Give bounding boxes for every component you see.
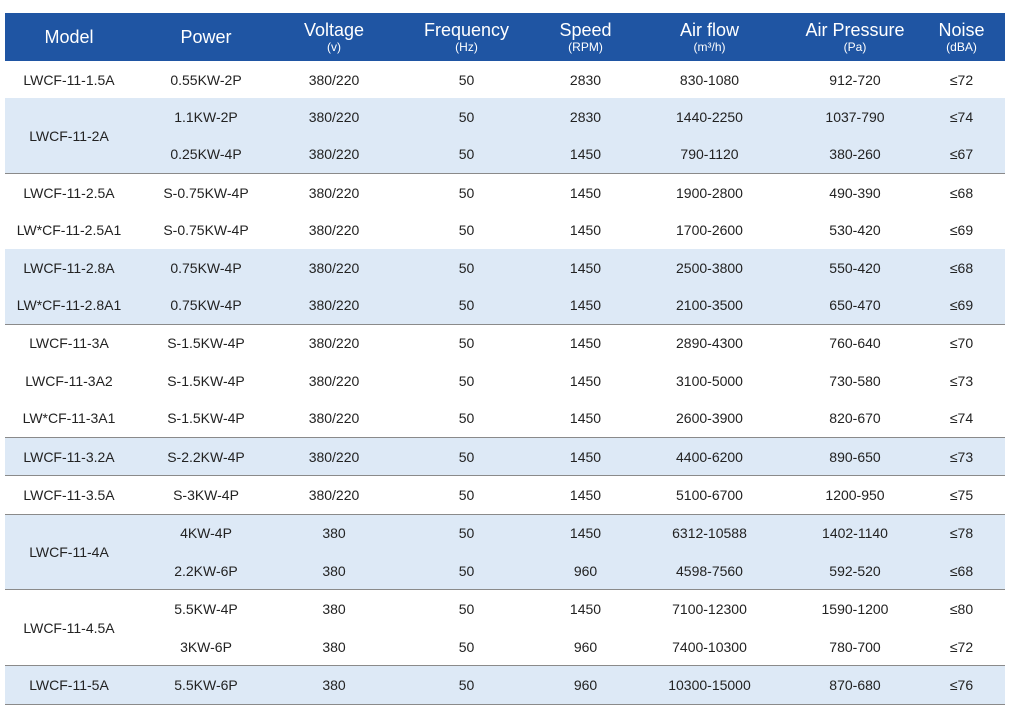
- frequency-cell: 50: [389, 590, 544, 628]
- voltage-cell: 380: [322, 638, 346, 655]
- voltage-cell: 380/220: [279, 437, 389, 475]
- noise-cell: ≤69: [918, 286, 1005, 324]
- header-model: Model: [5, 13, 133, 61]
- frequency-cell: 50: [389, 437, 544, 475]
- frequency-cell: 50: [389, 136, 544, 174]
- pressure-cell: 380-260: [792, 136, 918, 174]
- pressure-cell: 890-650: [792, 437, 918, 475]
- speed-cell: 2830: [544, 98, 627, 135]
- pressure-cell: 1037-790: [792, 98, 918, 135]
- voltage-cell: 380/220: [279, 98, 389, 135]
- voltage-cell: 380: [279, 666, 389, 704]
- frequency-cell: 50: [458, 372, 475, 389]
- voltage-cell: 380: [279, 590, 389, 628]
- model-cell: LWCF-11-3.2A: [5, 437, 133, 475]
- frequency-cell: 50: [458, 410, 475, 427]
- speed-cell: 1450: [544, 286, 627, 324]
- speed-cell: 960: [544, 666, 627, 704]
- airflow-cell: 2500-3800: [627, 249, 792, 286]
- airflow-cell: 2100-3500: [627, 286, 792, 324]
- frequency-cell: 50: [389, 249, 544, 286]
- noise-cell: ≤67: [918, 136, 1005, 174]
- noise-cell: ≤72: [949, 71, 974, 88]
- noise-cell: ≤69: [949, 222, 974, 239]
- pressure-cell: 592-520: [792, 552, 918, 590]
- noise-cell: ≤68: [918, 552, 1005, 590]
- voltage-cell: 380/220: [308, 222, 360, 239]
- noise-cell: ≤68: [918, 174, 1005, 212]
- airflow-cell: 790-1120: [627, 136, 792, 174]
- table-row: [5, 628, 1005, 666]
- voltage-cell: 380/220: [308, 410, 360, 427]
- speed-cell: 1450: [569, 372, 602, 389]
- table-row: [5, 249, 1005, 286]
- noise-cell: ≤74: [918, 98, 1005, 135]
- header-airflow: Air flow (m³/h): [627, 13, 792, 61]
- speed-cell: 1450: [544, 249, 627, 286]
- speed-cell: 960: [544, 552, 627, 590]
- table-row: [5, 476, 1005, 514]
- header-speed: Speed (RPM): [544, 13, 627, 61]
- power-cell: 0.25KW-4P: [133, 136, 279, 174]
- voltage-cell: 380/220: [279, 136, 389, 174]
- power-cell: S-1.5KW-4P: [167, 410, 245, 427]
- airflow-cell: 4598-7560: [627, 552, 792, 590]
- speed-cell: 1450: [569, 410, 602, 427]
- table-row: [5, 514, 1005, 552]
- speed-cell: 960: [573, 638, 598, 655]
- frequency-cell: 50: [389, 666, 544, 704]
- power-cell: 0.75KW-4P: [133, 249, 279, 286]
- pressure-cell: 550-420: [792, 249, 918, 286]
- frequency-cell: 50: [389, 174, 544, 212]
- airflow-cell: 3100-5000: [676, 372, 743, 389]
- model-cell: LWCF-11-4A: [5, 514, 133, 590]
- power-cell: 2.2KW-6P: [133, 552, 279, 590]
- voltage-cell: 380/220: [279, 286, 389, 324]
- noise-cell: ≤70: [918, 324, 1005, 362]
- airflow-cell: 2890-4300: [627, 324, 792, 362]
- table-row: [5, 437, 1005, 475]
- speed-cell: 1450: [544, 590, 627, 628]
- power-cell: 3KW-6P: [180, 638, 232, 655]
- voltage-cell: 380: [279, 514, 389, 552]
- frequency-cell: 50: [458, 638, 475, 655]
- frequency-cell: 50: [389, 324, 544, 362]
- model-cell: LW*CF-11-3A1: [22, 410, 116, 427]
- table-row: [5, 61, 1005, 98]
- model-cell: LWCF-11-4.5A: [5, 590, 133, 666]
- speed-cell: 1450: [544, 136, 627, 174]
- power-cell: 0.75KW-4P: [133, 286, 279, 324]
- pressure-cell: 780-700: [829, 638, 881, 655]
- voltage-cell: 380: [279, 552, 389, 590]
- fan-spec-table: [5, 13, 1005, 705]
- pressure-cell: 820-670: [829, 410, 881, 427]
- pressure-cell: 530-420: [829, 222, 881, 239]
- power-cell: S-0.75KW-4P: [133, 174, 279, 212]
- speed-cell: 1450: [544, 174, 627, 212]
- header-noise: Noise (dBA): [918, 13, 1005, 61]
- voltage-cell: 380/220: [308, 372, 360, 389]
- power-cell: S-2.2KW-4P: [133, 437, 279, 475]
- airflow-cell: 5100-6700: [627, 476, 792, 514]
- pressure-cell: 1402-1140: [792, 514, 918, 552]
- noise-cell: ≤68: [918, 249, 1005, 286]
- speed-cell: 1450: [544, 476, 627, 514]
- voltage-cell: 380/220: [279, 476, 389, 514]
- airflow-cell: 2600-3900: [676, 410, 743, 427]
- power-cell: S-1.5KW-4P: [133, 324, 279, 362]
- table-row: [5, 552, 1005, 590]
- power-cell: S-3KW-4P: [133, 476, 279, 514]
- model-cell: LWCF-11-3A: [5, 324, 133, 362]
- pressure-cell: 870-680: [792, 666, 918, 704]
- noise-cell: ≤80: [918, 590, 1005, 628]
- table-row: [5, 174, 1005, 212]
- speed-cell: 1450: [544, 437, 627, 475]
- pressure-cell: 1200-950: [792, 476, 918, 514]
- voltage-cell: 380/220: [279, 324, 389, 362]
- table-row: [5, 212, 1005, 249]
- table-row: [5, 324, 1005, 362]
- power-cell: 5.5KW-6P: [133, 666, 279, 704]
- header-air-pressure: Air Pressure (Pa): [792, 13, 918, 61]
- noise-cell: ≤72: [949, 638, 974, 655]
- airflow-cell: 10300-15000: [627, 666, 792, 704]
- noise-cell: ≤74: [949, 410, 974, 427]
- noise-cell: ≤78: [918, 514, 1005, 552]
- pressure-cell: 730-580: [829, 372, 881, 389]
- model-cell: LWCF-11-5A: [5, 666, 133, 704]
- frequency-cell: 50: [389, 514, 544, 552]
- pressure-cell: 490-390: [792, 174, 918, 212]
- frequency-cell: 50: [389, 552, 544, 590]
- header-voltage: Voltage (v): [279, 13, 389, 61]
- noise-cell: ≤73: [918, 437, 1005, 475]
- power-cell: S-0.75KW-4P: [163, 222, 249, 239]
- frequency-cell: 50: [389, 476, 544, 514]
- noise-cell: ≤75: [918, 476, 1005, 514]
- pressure-cell: 760-640: [792, 324, 918, 362]
- airflow-cell: 830-1080: [679, 71, 740, 88]
- voltage-cell: 380/220: [308, 71, 360, 88]
- speed-cell: 1450: [569, 222, 602, 239]
- speed-cell: 2830: [569, 71, 602, 88]
- table-row: [5, 136, 1005, 174]
- power-cell: 5.5KW-4P: [133, 590, 279, 628]
- voltage-cell: 380/220: [279, 174, 389, 212]
- model-cell: LWCF-11-2.8A: [5, 249, 133, 286]
- airflow-cell: 1700-2600: [676, 222, 743, 239]
- frequency-cell: 50: [458, 222, 475, 239]
- noise-cell: ≤73: [949, 372, 974, 389]
- header-frequency: Frequency (Hz): [389, 13, 544, 61]
- table-row: [5, 362, 1005, 399]
- header-power: Power: [133, 13, 279, 61]
- voltage-cell: 380/220: [279, 249, 389, 286]
- airflow-cell: 4400-6200: [627, 437, 792, 475]
- airflow-cell: 7100-12300: [627, 590, 792, 628]
- frequency-cell: 50: [389, 286, 544, 324]
- frequency-cell: 50: [458, 71, 475, 88]
- model-cell: LWCF-11-1.5A: [23, 71, 115, 88]
- frequency-cell: 50: [389, 98, 544, 135]
- table-row: [5, 666, 1005, 704]
- airflow-cell: 1900-2800: [627, 174, 792, 212]
- model-cell: LWCF-11-2.5A: [5, 174, 133, 212]
- noise-cell: ≤76: [918, 666, 1005, 704]
- pressure-cell: 1590-1200: [792, 590, 918, 628]
- model-cell: LW*CF-11-2.8A1: [5, 286, 133, 324]
- header-row: [5, 13, 1005, 61]
- table-row: [5, 590, 1005, 628]
- model-cell: LWCF-11-2A: [5, 98, 133, 173]
- airflow-cell: 7400-10300: [672, 638, 747, 655]
- model-cell: LWCF-11-3A2: [25, 372, 113, 389]
- power-cell: 0.55KW-2P: [170, 71, 242, 88]
- table-row: [5, 400, 1005, 438]
- power-cell: S-1.5KW-4P: [167, 372, 245, 389]
- model-cell: LWCF-11-3.5A: [5, 476, 133, 514]
- table-row: [5, 286, 1005, 324]
- speed-cell: 1450: [544, 514, 627, 552]
- pressure-cell: 650-470: [792, 286, 918, 324]
- spec-table-container: [5, 13, 1005, 705]
- pressure-cell: 912-720: [829, 71, 881, 88]
- power-cell: 4KW-4P: [133, 514, 279, 552]
- table-row: [5, 98, 1005, 135]
- power-cell: 1.1KW-2P: [133, 98, 279, 135]
- model-cell: LW*CF-11-2.5A1: [16, 222, 122, 239]
- table-body: [5, 61, 1005, 704]
- airflow-cell: 1440-2250: [627, 98, 792, 135]
- table-header: [5, 13, 1005, 61]
- speed-cell: 1450: [544, 324, 627, 362]
- airflow-cell: 6312-10588: [627, 514, 792, 552]
